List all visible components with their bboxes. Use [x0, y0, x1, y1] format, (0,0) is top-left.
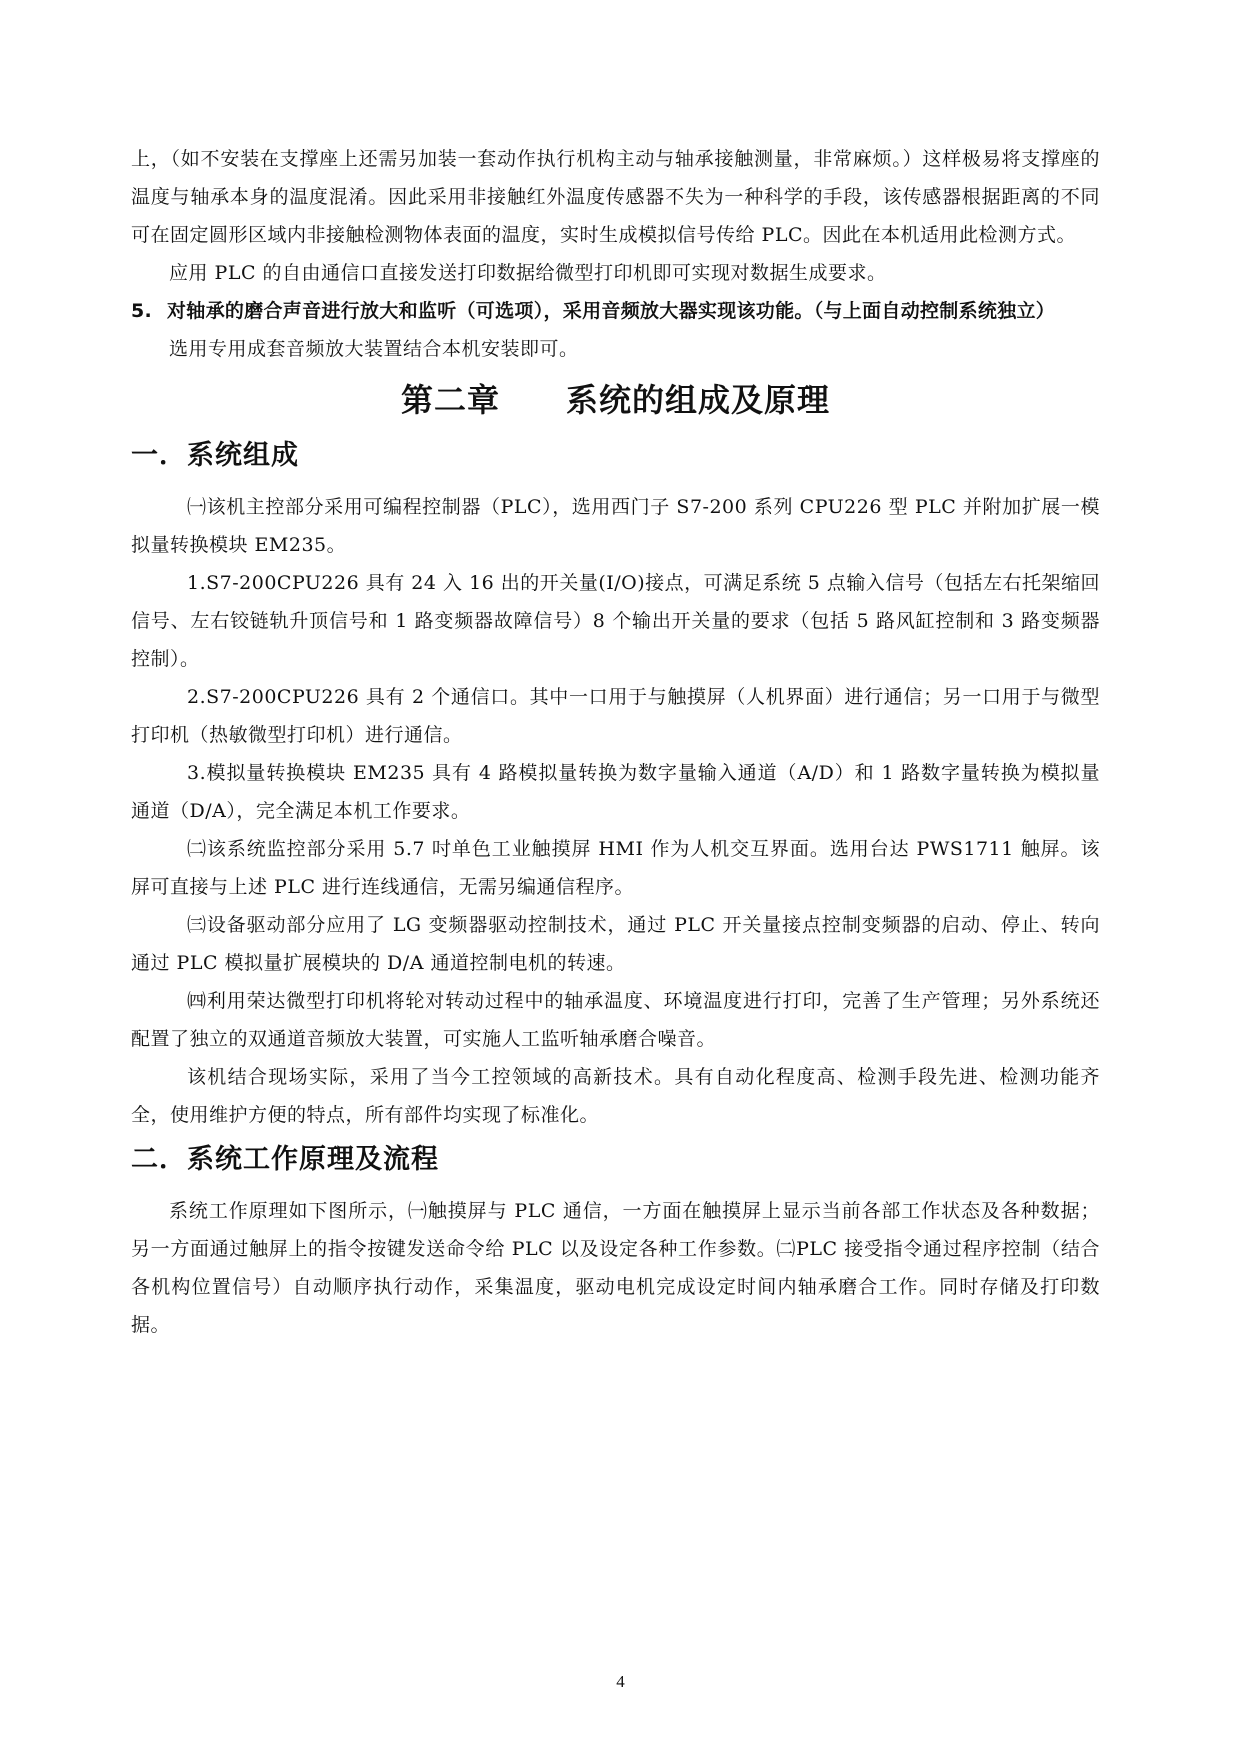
paragraph-hmi: ㈡该系统监控部分采用 5.7 吋单色工业触摸屏 HMI 作为人机交互界面。选用台达 PWS1711 触屏。该屏可直接与上述 PLC 进行连线通信，无需另编通信程序。: [131, 838, 1100, 898]
item-text: 对轴承的磨合声音进行放大和监听（可选项），采用音频放大器实现该功能。（与上面自动控制系统独立）: [167, 300, 1056, 322]
paragraph-em235: 3.模拟量转换模块 EM235 具有 4 路模拟量转换为数字量输入通道（A/D）和 1 路数字量转换为模拟量通道（D/A），完全满足本机工作要求。: [131, 762, 1100, 822]
paragraph-comm-ports: 2.S7-200CPU226 具有 2 个通信口。其中一口用于与触摸屏（人机界面）进行通信；另一口用于与微型打印机（热敏微型打印机）进行通信。: [131, 686, 1100, 746]
paragraph-principle: 系统工作原理如下图所示，㈠触摸屏与 PLC 通信，一方面在触摸屏上显示当前各部工作状态及各种数据；另一方面通过触屏上的指令按键发送命令给 PLC 以及设定各种工作参数。㈡PLC 接受指令通过程序控制（结合各机构位置信号）自动顺序执行动作，采集温度，驱动电机完成设定时间内轴承磨合工作。同时存储及打印数据。: [131, 1200, 1100, 1336]
item-number: 5.: [131, 300, 153, 322]
page-number: 4: [616, 1672, 625, 1691]
paragraph-audio: 选用专用成套音频放大装置结合本机安装即可。: [169, 338, 579, 360]
section-title-composition: 一．系统组成: [131, 440, 299, 471]
paragraph-sensor-method: 上，（如不安装在支撑座上还需另加装一套动作执行机构主动与轴承接触测量，非常麻烦。）这样极易将支撑座的温度与轴承本身的温度混淆。因此采用非接触红外温度传感器不失为一种科学的手段，该传感器根据距离的不同可在固定圆形区域内非接触检测物体表面的温度，实时生成模拟信号传给 PLC。因此在本机适用此检测方式。: [131, 148, 1100, 246]
paragraph-drive: ㈢设备驱动部分应用了 LG 变频器驱动控制技术，通过 PLC 开关量接点控制变频器的启动、停止、转向通过 PLC 模拟量扩展模块的 D/A 通道控制电机的转速。: [131, 914, 1100, 974]
paragraph-printer: 应用 PLC 的自由通信口直接发送打印数据给微型打印机即可实现对数据生成要求。: [169, 262, 887, 284]
section-title-principle: 二．系统工作原理及流程: [131, 1144, 439, 1175]
paragraph-io: 1.S7-200CPU226 具有 24 入 16 出的开关量(I/O)接点，可满足系统 5 点输入信号（包括左右托架缩回信号、左右铰链轨升顶信号和 1 路变频器故障信号）8 个输出开关量的要求（包括 5 路风缸控制和 3 路变频器控制）。: [131, 572, 1100, 670]
chapter-title: 第二章 系统的组成及原理: [400, 381, 830, 419]
paragraph-plc: ㈠该机主控部分采用可编程控制器（PLC），选用西门子 S7-200 系列 CPU226 型 PLC 并附加扩展一模拟量转换模块 EM235。: [131, 496, 1100, 556]
numbered-item-5: [131, 292, 1100, 330]
paragraph-summary: 该机结合现场实际，采用了当今工控领域的高新技术。具有自动化程度高、检测手段先进、检测功能齐全，使用维护方便的特点，所有部件均实现了标准化。: [131, 1066, 1100, 1126]
paragraph-printing: ㈣利用荣达微型打印机将轮对转动过程中的轴承温度、环境温度进行打印，完善了生产管理；另外系统还配置了独立的双通道音频放大装置，可实施人工监听轴承磨合噪音。: [131, 990, 1100, 1050]
page-body: [131, 140, 1100, 1344]
